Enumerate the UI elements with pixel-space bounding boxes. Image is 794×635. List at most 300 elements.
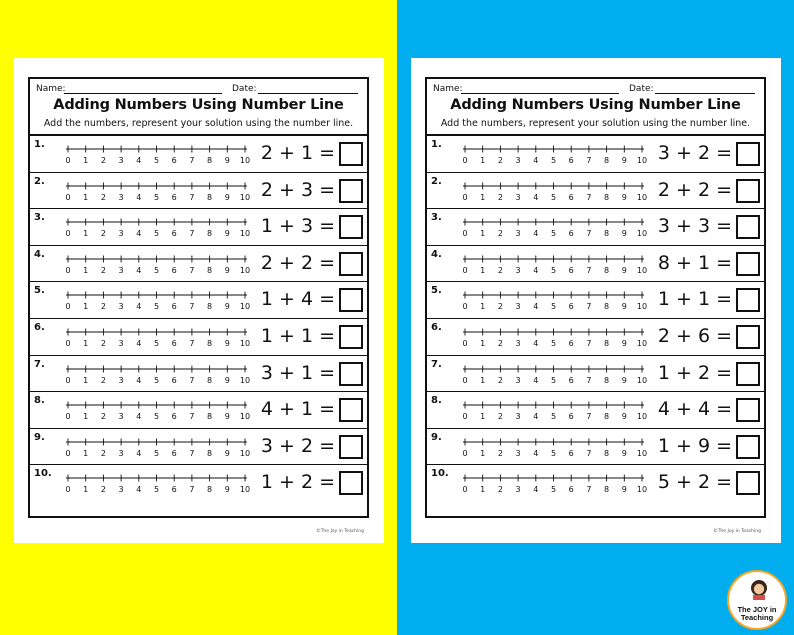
tick-label: 0 [462, 265, 468, 275]
number-line[interactable] [445, 323, 648, 353]
tick-label: 3 [118, 265, 124, 275]
addition-equation: 2 + 3 = [260, 178, 335, 201]
answer-box[interactable] [339, 471, 363, 495]
tick-label: 8 [604, 338, 610, 348]
tick-label: 1 [83, 338, 89, 348]
tick-label: 2 [497, 375, 503, 385]
problem-row [28, 429, 369, 466]
tick-label: 7 [586, 156, 592, 165]
tick-label: 6 [171, 156, 177, 165]
addition-equation: 2 + 2 = [260, 251, 335, 274]
problem-number: 10. [34, 468, 52, 480]
tick-label: 0 [462, 375, 468, 385]
problem-row [425, 246, 766, 283]
tick-label: 3 [118, 485, 124, 495]
tick-label: 6 [171, 338, 177, 348]
number-line[interactable] [48, 140, 251, 170]
worksheet-page [14, 58, 384, 543]
answer-box[interactable] [339, 398, 363, 422]
tick-label: 9 [224, 375, 230, 385]
copyright-credit: ©The Joy in Teaching [713, 529, 761, 534]
tick-label: 9 [621, 448, 627, 458]
tick-label: 5 [550, 448, 557, 458]
problem-number: 5. [431, 285, 442, 297]
answer-box[interactable] [736, 398, 760, 422]
tick-label: 7 [586, 448, 592, 458]
tick-label: 9 [621, 229, 627, 239]
tick-label: 7 [189, 302, 195, 312]
tick-label: 10 [239, 302, 251, 312]
tick-label: 7 [189, 375, 195, 385]
answer-box[interactable] [736, 288, 760, 312]
tick-label: 4 [136, 156, 142, 165]
tick-label: 1 [83, 485, 89, 495]
tick-label: 2 [497, 302, 503, 312]
problem-number: 8. [34, 395, 45, 407]
addition-equation: 1 + 2 = [260, 471, 335, 494]
tick-label: 9 [224, 156, 230, 165]
tick-label: 1 [480, 448, 486, 458]
tick-label: 7 [586, 375, 592, 385]
tick-label: 8 [604, 448, 610, 458]
tick-label: 5 [550, 302, 557, 312]
tick-label: 7 [586, 265, 592, 275]
tick-label: 3 [118, 302, 124, 312]
problem-row [28, 136, 369, 173]
tick-label: 0 [462, 229, 468, 239]
number-line[interactable] [48, 177, 251, 207]
tick-label: 8 [207, 229, 213, 239]
answer-box[interactable] [736, 215, 760, 239]
tick-label: 9 [224, 485, 230, 495]
tick-label: 7 [586, 302, 592, 312]
tick-label: 5 [153, 338, 160, 348]
problem-number: 8. [431, 395, 442, 407]
tick-label: 6 [568, 375, 574, 385]
name-write-line[interactable] [64, 93, 222, 94]
answer-box[interactable] [339, 215, 363, 239]
addition-equation: 3 + 3 = [657, 215, 732, 238]
tick-label: 4 [136, 485, 142, 495]
number-line[interactable] [48, 469, 251, 499]
tick-label: 9 [224, 448, 230, 458]
tick-label: 10 [239, 485, 251, 495]
tick-label: 5 [153, 412, 160, 422]
tick-label: 6 [171, 302, 177, 312]
problem-number: 3. [431, 212, 442, 224]
addition-equation: 4 + 1 = [260, 398, 335, 421]
tick-label: 1 [83, 302, 89, 312]
tick-label: 4 [533, 448, 539, 458]
answer-box[interactable] [736, 179, 760, 203]
tick-label: 6 [171, 412, 177, 422]
tick-label: 4 [136, 229, 142, 239]
number-line[interactable] [445, 396, 648, 426]
name-write-line[interactable] [461, 93, 619, 94]
number-line[interactable] [445, 469, 648, 499]
tick-label: 9 [621, 485, 627, 495]
number-line[interactable] [48, 360, 251, 390]
tick-label: 5 [153, 265, 160, 275]
number-line[interactable] [445, 250, 648, 280]
tick-label: 6 [568, 412, 574, 422]
tick-label: 4 [136, 302, 142, 312]
answer-box[interactable] [339, 252, 363, 276]
tick-label: 2 [497, 485, 503, 495]
tick-label: 1 [480, 412, 486, 422]
tick-label: 5 [153, 192, 160, 202]
name-label: Name: [36, 84, 66, 94]
tick-label: 4 [533, 485, 539, 495]
addition-equation: 1 + 3 = [260, 215, 335, 238]
tick-label: 1 [480, 156, 486, 165]
tick-label: 3 [515, 156, 521, 165]
tick-label: 0 [462, 485, 468, 495]
addition-equation: 3 + 2 = [260, 434, 335, 457]
tick-label: 2 [100, 338, 106, 348]
tick-label: 6 [171, 375, 177, 385]
tick-label: 0 [462, 156, 468, 165]
problem-number: 4. [34, 248, 45, 260]
tick-label: 7 [586, 338, 592, 348]
addition-equation: 3 + 1 = [260, 361, 335, 384]
worksheet-page [411, 58, 781, 543]
tick-label: 3 [515, 375, 521, 385]
tick-label: 6 [171, 192, 177, 202]
tick-label: 3 [515, 485, 521, 495]
addition-equation: 2 + 2 = [657, 178, 732, 201]
tick-label: 4 [136, 412, 142, 422]
tick-label: 9 [621, 265, 627, 275]
date-write-line[interactable] [258, 93, 358, 94]
tick-label: 0 [462, 192, 468, 202]
tick-label: 2 [100, 375, 106, 385]
tick-label: 5 [153, 229, 160, 239]
problem-row [425, 429, 766, 466]
tick-label: 3 [515, 192, 521, 202]
tick-label: 3 [118, 448, 124, 458]
answer-box[interactable] [736, 142, 760, 166]
tick-label: 8 [207, 412, 213, 422]
worksheet-instructions: Add the numbers, represent your solution using the number line. [43, 118, 354, 129]
tick-label: 2 [100, 448, 106, 458]
answer-box[interactable] [339, 362, 363, 386]
tick-label: 0 [65, 412, 71, 422]
tick-label: 7 [189, 265, 195, 275]
tick-label: 2 [497, 265, 503, 275]
tick-label: 4 [533, 265, 539, 275]
tick-label: 0 [65, 302, 71, 312]
tick-label: 6 [568, 302, 574, 312]
number-line[interactable] [445, 177, 648, 207]
answer-box[interactable] [736, 471, 760, 495]
tick-label: 2 [497, 448, 503, 458]
problem-row [425, 173, 766, 210]
tick-label: 2 [497, 192, 503, 202]
tick-label: 3 [515, 412, 521, 422]
number-line[interactable] [445, 286, 648, 316]
tick-label: 9 [621, 192, 627, 202]
tick-label: 9 [621, 375, 627, 385]
addition-equation: 5 + 2 = [657, 471, 732, 494]
tick-label: 10 [239, 192, 251, 202]
problem-row [28, 246, 369, 283]
problem-number: 3. [34, 212, 45, 224]
problem-number: 6. [34, 321, 45, 333]
tick-label: 8 [604, 412, 610, 422]
problem-number: 2. [431, 175, 442, 187]
logo-text [729, 606, 785, 622]
tick-label: 2 [100, 229, 106, 239]
tick-label: 10 [636, 265, 648, 275]
tick-label: 10 [636, 412, 648, 422]
tick-label: 7 [189, 338, 195, 348]
name-label: Name: [433, 84, 463, 94]
tick-label: 5 [153, 375, 160, 385]
tick-label: 10 [636, 156, 648, 165]
tick-label: 6 [171, 229, 177, 239]
addition-equation: 3 + 2 = [657, 142, 732, 164]
tick-label: 2 [100, 302, 106, 312]
tick-label: 10 [239, 156, 251, 165]
tick-label: 2 [100, 485, 106, 495]
tick-label: 10 [239, 375, 251, 385]
answer-box[interactable] [339, 435, 363, 459]
number-line[interactable] [445, 360, 648, 390]
tick-label: 3 [118, 192, 124, 202]
tick-label: 8 [604, 302, 610, 312]
tick-label: 0 [462, 338, 468, 348]
tick-label: 0 [462, 302, 468, 312]
problem-row [425, 465, 766, 502]
problem-row [28, 356, 369, 393]
tick-label: 6 [568, 485, 574, 495]
tick-label: 9 [621, 412, 627, 422]
tick-label: 4 [136, 192, 142, 202]
tick-label: 7 [586, 229, 592, 239]
tick-label: 1 [480, 302, 486, 312]
tick-label: 9 [224, 265, 230, 275]
worksheet-title: Adding Numbers Using Number Line [53, 97, 344, 113]
tick-label: 8 [604, 375, 610, 385]
number-line[interactable] [48, 323, 251, 353]
teacher-avatar-icon [750, 580, 768, 600]
name-date-row [433, 84, 758, 98]
problem-row [28, 209, 369, 246]
tick-label: 10 [239, 338, 251, 348]
problem-grid [28, 134, 369, 518]
tick-label: 4 [533, 192, 539, 202]
tick-label: 7 [189, 485, 195, 495]
tick-label: 10 [636, 338, 648, 348]
addition-equation: 1 + 9 = [657, 434, 732, 457]
tick-label: 3 [515, 338, 521, 348]
answer-box[interactable] [736, 252, 760, 276]
tick-label: 4 [533, 412, 539, 422]
answer-box[interactable] [339, 142, 363, 166]
tick-label: 0 [65, 338, 71, 348]
tick-label: 4 [136, 375, 142, 385]
answer-box[interactable] [339, 179, 363, 203]
tick-label: 7 [586, 412, 592, 422]
problem-row [425, 209, 766, 246]
tick-label: 1 [480, 375, 486, 385]
number-line[interactable] [445, 433, 648, 463]
logo-line-2: Teaching [740, 613, 774, 622]
answer-box[interactable] [736, 435, 760, 459]
tick-label: 4 [136, 338, 142, 348]
number-line[interactable] [48, 286, 251, 316]
tick-label: 0 [65, 448, 71, 458]
tick-label: 10 [636, 229, 648, 239]
tick-label: 1 [83, 229, 89, 239]
tick-label: 2 [100, 192, 106, 202]
tick-label: 6 [568, 192, 574, 202]
problem-row [425, 392, 766, 429]
problem-number: 7. [34, 358, 45, 370]
tick-label: 7 [189, 448, 195, 458]
tick-label: 0 [65, 375, 71, 385]
tick-label: 9 [621, 302, 627, 312]
problem-row [28, 282, 369, 319]
logo-line-1: The JOY in [737, 605, 777, 614]
tick-label: 8 [207, 338, 213, 348]
tick-label: 8 [604, 156, 610, 165]
tick-label: 8 [604, 265, 610, 275]
problem-number: 7. [431, 358, 442, 370]
tick-label: 3 [515, 302, 521, 312]
tick-label: 5 [550, 265, 557, 275]
tick-label: 6 [568, 448, 574, 458]
copyright-credit: ©The Joy in Teaching [316, 529, 364, 534]
problem-row [425, 319, 766, 356]
tick-label: 5 [550, 412, 557, 422]
addition-equation: 2 + 1 = [260, 142, 335, 164]
tick-label: 0 [65, 485, 71, 495]
tick-label: 3 [118, 412, 124, 422]
tick-label: 0 [65, 192, 71, 202]
tick-label: 1 [480, 192, 486, 202]
tick-label: 1 [480, 338, 486, 348]
number-line[interactable] [48, 250, 251, 280]
tick-label: 8 [207, 192, 213, 202]
tick-label: 1 [480, 229, 486, 239]
tick-label: 1 [83, 375, 89, 385]
worksheet-title: Adding Numbers Using Number Line [450, 97, 741, 113]
addition-equation: 2 + 6 = [657, 324, 732, 347]
tick-label: 4 [136, 265, 142, 275]
tick-label: 10 [636, 375, 648, 385]
tick-label: 3 [515, 265, 521, 275]
tick-label: 1 [480, 485, 486, 495]
number-line[interactable] [48, 396, 251, 426]
tick-label: 5 [550, 338, 557, 348]
tick-label: 7 [189, 156, 195, 165]
brand-logo [727, 570, 787, 630]
tick-label: 5 [153, 448, 160, 458]
tick-label: 6 [568, 156, 574, 165]
date-write-line[interactable] [655, 93, 755, 94]
problem-row [425, 356, 766, 393]
tick-label: 6 [171, 448, 177, 458]
number-line[interactable] [48, 433, 251, 463]
problem-number: 10. [431, 468, 449, 480]
tick-label: 1 [83, 156, 89, 165]
answer-box[interactable] [339, 325, 363, 349]
tick-label: 2 [100, 156, 106, 165]
tick-label: 8 [207, 265, 213, 275]
tick-label: 5 [153, 485, 160, 495]
tick-label: 6 [568, 229, 574, 239]
addition-equation: 1 + 1 = [657, 288, 732, 311]
tick-label: 8 [207, 302, 213, 312]
problem-number: 6. [431, 321, 442, 333]
tick-label: 0 [65, 229, 71, 239]
tick-label: 2 [497, 156, 503, 165]
tick-label: 4 [533, 302, 539, 312]
answer-box[interactable] [736, 325, 760, 349]
problem-row [28, 319, 369, 356]
addition-equation: 1 + 1 = [260, 324, 335, 347]
addition-equation: 4 + 4 = [657, 398, 732, 421]
answer-box[interactable] [339, 288, 363, 312]
tick-label: 10 [239, 265, 251, 275]
tick-label: 8 [604, 485, 610, 495]
tick-label: 3 [515, 448, 521, 458]
tick-label: 1 [480, 265, 486, 275]
tick-label: 10 [239, 448, 251, 458]
tick-label: 10 [636, 485, 648, 495]
tick-label: 5 [550, 156, 557, 165]
tick-label: 7 [189, 229, 195, 239]
problem-row [425, 282, 766, 319]
tick-label: 9 [224, 192, 230, 202]
tick-label: 4 [533, 338, 539, 348]
tick-label: 5 [153, 156, 160, 165]
problem-number: 1. [34, 139, 45, 150]
tick-label: 5 [550, 192, 557, 202]
tick-label: 8 [604, 192, 610, 202]
tick-label: 10 [636, 302, 648, 312]
date-label: Date: [232, 84, 257, 94]
problem-number: 5. [34, 285, 45, 297]
tick-label: 2 [497, 229, 503, 239]
tick-label: 8 [207, 375, 213, 385]
tick-label: 3 [118, 375, 124, 385]
problem-row [28, 392, 369, 429]
tick-label: 2 [497, 338, 503, 348]
addition-equation: 1 + 4 = [260, 288, 335, 311]
tick-label: 7 [586, 485, 592, 495]
answer-box[interactable] [736, 362, 760, 386]
tick-label: 0 [462, 448, 468, 458]
tick-label: 5 [153, 302, 160, 312]
number-line[interactable] [445, 140, 648, 170]
problem-number: 2. [34, 175, 45, 187]
tick-label: 7 [586, 192, 592, 202]
tick-label: 2 [100, 265, 106, 275]
tick-label: 9 [224, 412, 230, 422]
number-line[interactable] [445, 213, 648, 243]
tick-label: 8 [207, 448, 213, 458]
tick-label: 4 [533, 375, 539, 385]
tick-label: 7 [189, 192, 195, 202]
tick-label: 4 [533, 229, 539, 239]
tick-label: 3 [515, 229, 521, 239]
problem-grid [425, 134, 766, 518]
problem-row [28, 465, 369, 502]
number-line[interactable] [48, 213, 251, 243]
